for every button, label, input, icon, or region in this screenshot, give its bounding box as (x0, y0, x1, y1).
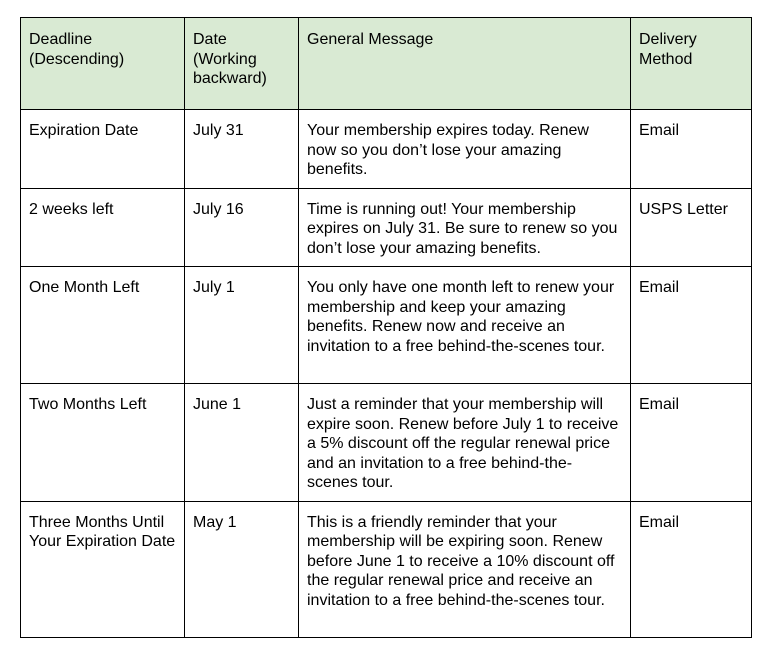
table-row (21, 384, 752, 502)
delivery-cell: Email (631, 110, 752, 189)
message-cell: This is a friendly reminder that your membership will be expiring soon. Renew before June 1 to receive a 10% discount off the regular renewal price and receive an invitation to a free behind-the-scenes tour. (299, 501, 631, 637)
table-row (21, 501, 752, 637)
date-cell: July 31 (185, 110, 299, 189)
delivery-cell: Email (631, 384, 752, 502)
deadline-cell: Expiration Date (21, 110, 185, 189)
date-cell: June 1 (185, 384, 299, 502)
deadline-cell: Two Months Left (21, 384, 185, 502)
header-general-message: General Message (299, 18, 631, 110)
header-row (21, 18, 752, 110)
table-row (21, 188, 752, 267)
deadline-cell: 2 weeks left (21, 188, 185, 267)
message-cell: Your membership expires today. Renew now so you don’t lose your amazing benefits. (299, 110, 631, 189)
date-cell: July 16 (185, 188, 299, 267)
date-cell: July 1 (185, 267, 299, 384)
table-header (21, 18, 752, 110)
message-cell: Time is running out! Your membership expires on July 31. Be sure to renew so you don’t lose your amazing benefits. (299, 188, 631, 267)
renewal-schedule-table (20, 17, 752, 638)
message-cell: Just a reminder that your membership will expire soon. Renew before July 1 to receive a 5% discount off the regular renewal price and an invitation to a free behind-the-scenes tour. (299, 384, 631, 502)
table-body (21, 110, 752, 638)
table-row (21, 267, 752, 384)
delivery-cell: Email (631, 267, 752, 384)
table-row (21, 110, 752, 189)
deadline-cell: Three Months Until Your Expiration Date (21, 501, 185, 637)
deadline-cell: One Month Left (21, 267, 185, 384)
date-cell: May 1 (185, 501, 299, 637)
header-deadline: Deadline (Descending) (21, 18, 185, 110)
header-date: Date (Working backward) (185, 18, 299, 110)
delivery-cell: Email (631, 501, 752, 637)
delivery-cell: USPS Letter (631, 188, 752, 267)
message-cell: You only have one month left to renew your membership and keep your amazing benefits. Renew now and receive an invitation to a free behind-the-scenes tour. (299, 267, 631, 384)
header-delivery-method: Delivery Method (631, 18, 752, 110)
